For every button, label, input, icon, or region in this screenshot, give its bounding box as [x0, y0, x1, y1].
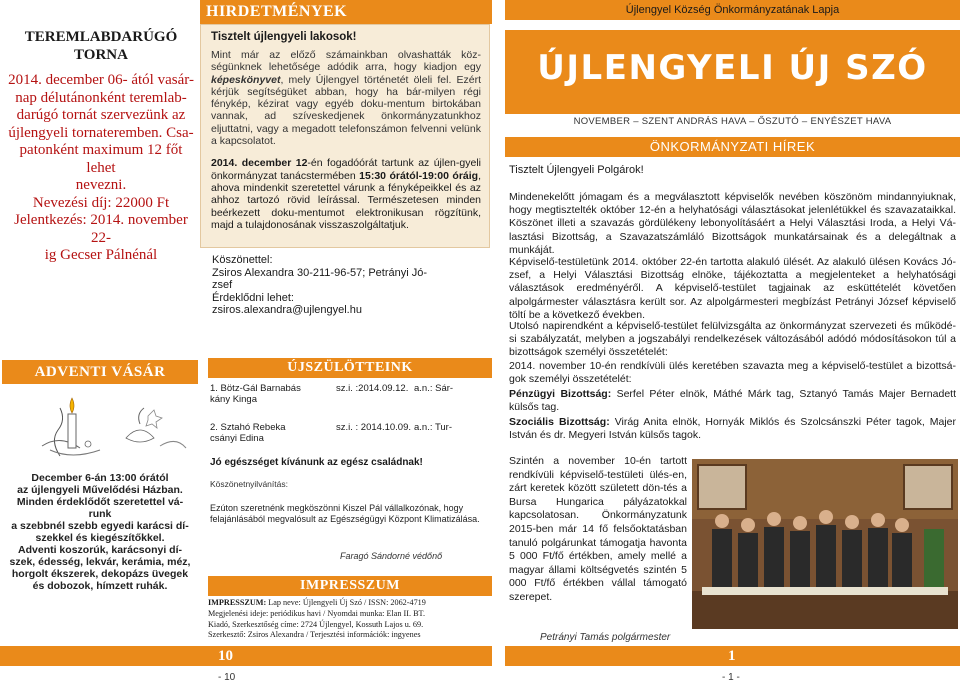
newborn-1-mother: a.n.: Sár- — [414, 383, 454, 394]
finance-committee: Pénzügyi Bizottság: Serfel Péter elnök, Máthé Márk tag, Sztanyó Tamás Majer Bernadett külsős tag. — [509, 388, 956, 414]
newborn-2-date: sz.i. : 2014.10.09. — [336, 422, 411, 433]
thanks-title: Köszönetnyilvánítás: — [210, 479, 288, 489]
news-paragraph-4: 2014. november 10-én rendkívüli ülés keretében szavazta meg a képviselő-testület a bizottsá-gok személyi összetételét: — [509, 360, 956, 386]
municipal-news-header: ÖNKORMÁNYZATI HÍREK — [505, 137, 960, 157]
publication-banner: Újlengyel Község Önkormányzatának Lapja — [505, 0, 960, 20]
left-footer-page-number: 10 — [218, 648, 233, 664]
masthead-subtitle: NOVEMBER – SZENT ANDRÁS HAVA – ŐSZUTÓ – ENYÉSZET HAVA — [573, 116, 892, 127]
candle-decoration-icon — [30, 386, 190, 462]
announcements-paragraph-2: 2014. december 12-én fogadóórát tartunk az újlen-gyeli önkormányzat tanácstermében 15:30 órától-19:00 óráig, ahova mindenkit szeretettel várunk a fényképeikkel és az ahhoz tartozó rövid leírással. Természetesen minden beérkezett doku-mentumot elektronikusan rögzítünk, majd a tulajdonosának visszaszolgáltatjuk. — [211, 157, 481, 231]
news-paragraph-3: Utolsó napirendként a képviselő-testület felülvizsgálta az önkormányzat szervezeti és működé-si szabályzatát, melyben a jogszabályi rendelkezések változásából adódó módosításokon túl a bizottságok személyi összetételét: — [509, 320, 956, 359]
masthead — [505, 30, 960, 114]
announcements-greeting: Tisztelt újlengyeli lakosok! — [211, 31, 357, 43]
left-page-label: - 10 — [218, 672, 236, 683]
right-page-label: - 1 - — [722, 672, 740, 683]
contact-email[interactable]: zsiros.alexandra@ujlengyel.hu — [212, 304, 362, 316]
announcements-paragraph-1: Mint már az előző számainkban olvashatták köz-ségünknek lehetősége adódik arra, hogy kiadjon egy képeskönyvet, mely Újlengyel történetét öleli fel. Ezért kérjük segítségüket abban, hogy ha bár-milyen régi fénykép, kézirat vagy egyéb doku-mentum birtokában vannak, ad szíveskedjenek önkormányzatunkhoz eljuttatni, vagy a megadott telefonszámon felvenni velünk a kapcsolatot. — [211, 49, 481, 148]
contact-info: Köszönettel: Zsiros Alexandra 30-211-96-57; Petrányi Jó- zsef Érdeklődni lehet: zsiros.alexandra@ujlengyel.hu — [212, 254, 490, 317]
tournament-title: TEREMLABDARÚGÓ TORNA — [24, 29, 178, 63]
newborn-1-name: 1. Bötz-Gál Barnabás kány Kinga — [210, 383, 301, 405]
announcements-box — [200, 24, 490, 248]
bursa-hungarica-paragraph: Szintén a november 10-én tartott rendkívüli képviselő-testületi ülés-en, zárt keretek között született dön-tés a Bursa Hungarica pályázatokkal kapcsolatosan. Önkormányzatunk 2015-ben már 14 fő felsőoktatásban tanuló polgárunkat támogatja havonta 5 000 Ft/fő értékben, amely mellé a magyar állami költségvetés szintén 5 000 Ft/fő értékben vállal támogató szerepet. — [509, 455, 687, 603]
masthead-title: ÚJLENGYELI ÚJ SZÓ — [537, 48, 928, 88]
right-footer-page-number: 1 — [728, 648, 736, 664]
tournament-body: 2014. december 06- ától vasár- nap délutánonként teremlab- darúgó tornát szervezünk az újlengyeli tornateremben. Csa- patonként maximum 12 főt lehet nevezni. Nevezési díj: 22000 Ft Jelentkezés: 2014. november 22- ig Gecser Pálnénál — [8, 72, 194, 263]
advent-fair-text: December 6-án 13:00 órától az újlengyeli Művelődési Házban. Minden érdeklődőt szeretettel vá- runk a szebbnél szebb egyedi karácsi dí- szekkel és kiegészítőkkel. Adventi koszorúk, karácsonyi dí- szek, édesség, lekvár, kerámia, méz, horgolt ékszerek, dekopázs üvegek és dobozok, hímzett ruhák. — [9, 472, 191, 592]
mayor-greeting: Tisztelt Újlengyeli Polgárok! — [509, 164, 644, 176]
newborn-1-date: sz.i. :2014.09.12. — [336, 383, 409, 394]
newborn-2-mother: a.n.: Tur- — [414, 422, 453, 433]
thanks-signature: Faragó Sándorné védőnő — [340, 551, 443, 561]
mayor-signature: Petrányi Tamás polgármester — [540, 632, 671, 643]
news-paragraph-2: Képviselő-testületünk 2014. október 22-én tartotta alakuló ülését. Az alakuló ülésen Kovács Jó-zsef, a Helyi Választási Bizottság elnöke, tájékoztatta a megjelenteket a helyhatósági választások eredményéről. A képviselő-testület tagjainak az esküttételét követően alpolgármester választásra került sor. Az alpolgármesteri megbízást Petrányi József képviselő töltí be a következő években. — [509, 256, 956, 321]
impressum-header: IMPRESSZUM — [208, 576, 492, 596]
impressum-text: IMPRESSZUM: Lap neve: Újlengyeli Új Szó / ISSN: 2062-4719 Megjelenési ideje: periódikus havi / Nyomdai munka: Elan II. BT. Kiadó, Szerkesztőség címe: 2724 Újlengyel, Kossuth Lajos u. 69. Szerkesztő: Zsiros Alexandra / Terjesztési információk: ingyenes — [208, 598, 426, 640]
football-tournament-notice — [4, 28, 198, 265]
thanks-text: Ezúton szeretnénk megköszönni Kiszel Pál vállalkozónak, hogy felajánlásából megvalósult az Egészségügyi Központ Klimatizálása. — [210, 503, 480, 524]
good-health-wish: Jó egészséget kívánunk az egész családnak! — [210, 457, 423, 468]
newborns-header: ÚJSZÜLÖTTEINK — [208, 358, 492, 378]
advent-fair-header: ADVENTI VÁSÁR — [2, 360, 198, 384]
newborn-2-name: 2. Sztahó Rebeka csányi Edina — [210, 422, 286, 444]
news-paragraph-1: Mindenekelőtt jómagam és a megválasztott képviselők nevében köszönöm mindannyiuknak, hogy megtisztelték október 12-én a helyhatósági választásokat jelenlétükkel és szavazataikkal. Köszönet illeti a szavazás gördülékeny lebonyolításáért a Helyi Választási Iroda, a Helyi Vá-lasztási Bizottság, a Szavazatszámláló Bizottságok munkatársainak és a delegáltnak a munkáját. — [509, 191, 956, 256]
announcements-header: HIRDETMÉNYEK — [200, 0, 492, 24]
council-group-photo — [692, 459, 958, 629]
social-committee: Szociális Bizottság: Virág Anita elnök, Hornyák Miklós és Szolcsánszki Péter tagok, Majer István és dr. Megyeri István külsős tagok. — [509, 416, 956, 442]
left-footer-bar — [0, 646, 492, 666]
